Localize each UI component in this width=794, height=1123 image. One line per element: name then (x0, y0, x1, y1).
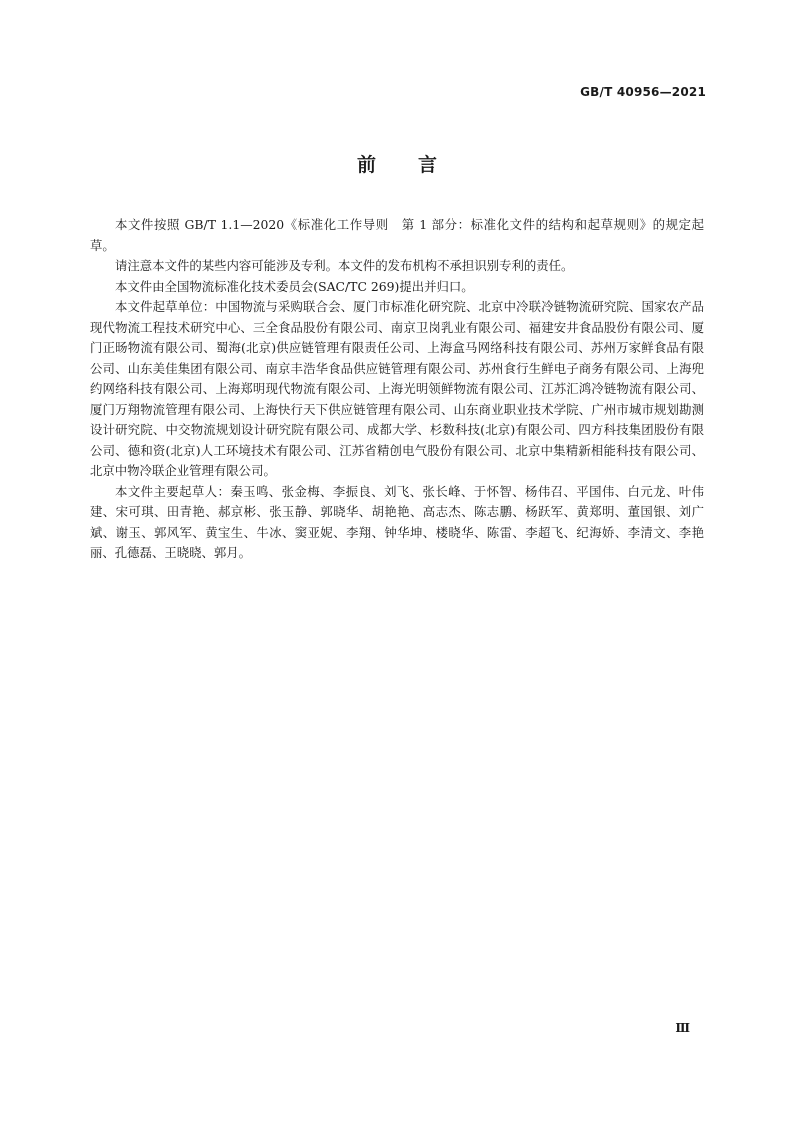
paragraph-patent-notice: 请注意本文件的某些内容可能涉及专利。本文件的发布机构不承担识别专利的责任。 (115, 258, 574, 273)
paragraph-committee: 本文件由全国物流标准化技术委员会(SAC/TC 269)提出并归口。 (115, 278, 474, 294)
page-number: Ⅲ (675, 1021, 690, 1035)
paragraph-drafting-rules: 本文件按照 GB/T 1.1—2020《标准化工作导则 第 1 部分：标准化文件的结构和起草规则》的规定起草。 (90, 217, 704, 253)
paragraph-drafting-units: 本文件起草单位：中国物流与采购联合会、厦门市标准化研究院、北京中冷联冷链物流研究院、国家农产品现代物流工程技术研究中心、三全食品股份有限公司、南京卫岗乳业有限公司、福建安井食品股份有限公司、厦门正旸物流有限公司、蜀海(北京)供应链管理有限责任公司、上海盒马网络科技有限公司、苏州万家鲜食品有限公司、山东美佳集团有限公司、南京丰浩华食品供应链管理有限公司、苏州食行生鲜电子商务有限公司、上海兜约网络科技有限公司、上海郑明现代物流有限公司、上海光明领鲜物流有限公司、江苏汇鸿冷链物流有限公司、厦门万翔物流管理有限公司、上海快行天下供应链管理有限公司、山东商业职业技术学院、广州市城市规划勘测设计研究院、中交物流规划设计研究院有限公司、成都大学、杉数科技(北京)有限公司、四方科技集团股份有限公司、德和资(北京)人工环境技术有限公司、江苏省精创电气股份有限公司、北京中集精新相能科技有限公司、北京中物冷联企业管理有限公司。 (90, 299, 704, 478)
foreword-body (90, 215, 704, 564)
paragraph-drafters: 本文件主要起草人：秦玉鸣、张金梅、李振良、刘飞、张长峰、于怀智、杨伟召、平国伟、白元龙、叶伟建、宋可琪、田青艳、郝京彬、张玉静、郭晓华、胡艳艳、高志杰、陈志鹏、杨跃军、黄郑明、董国银、刘广斌、谢玉、郭风军、黄宝生、牛冰、窦亚妮、李翔、钟华坤、楼晓华、陈雷、李超飞、纪海娇、李清文、李艳丽、孔德磊、王晓晓、郭月。 (90, 483, 704, 560)
standard-number: GB/T 40956—2021 (580, 85, 706, 99)
page-title: 前言 (356, 154, 479, 176)
